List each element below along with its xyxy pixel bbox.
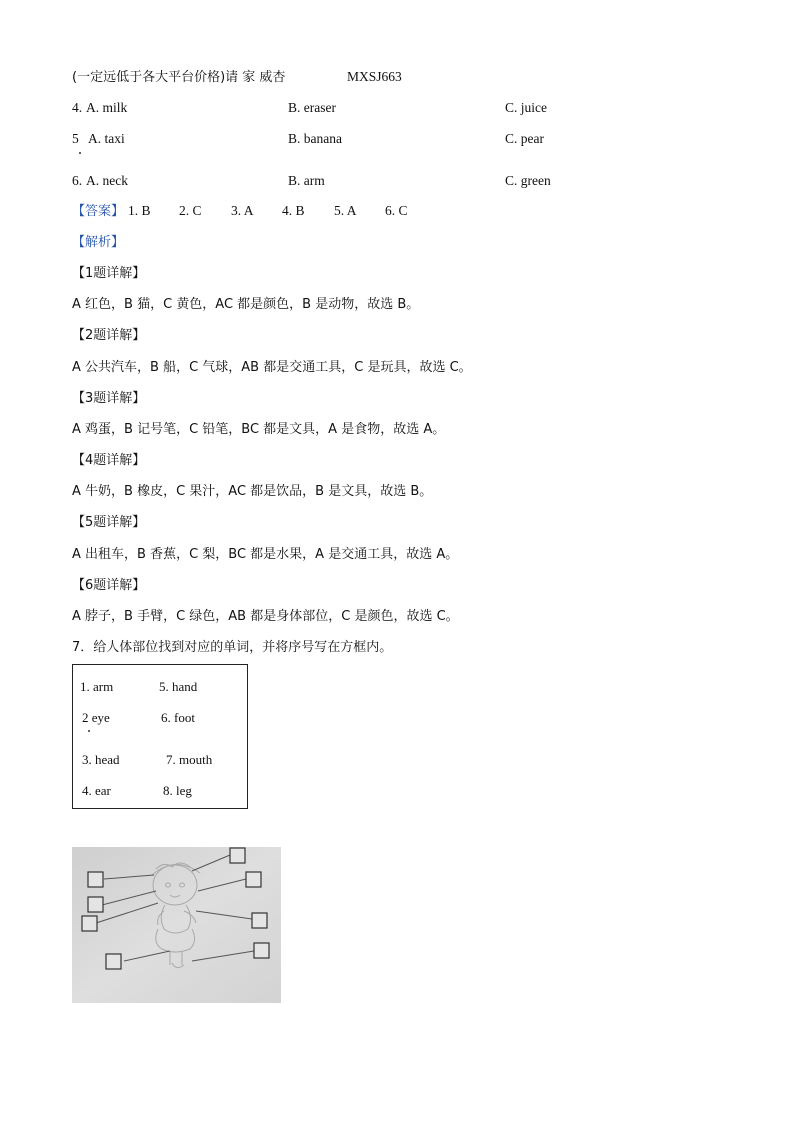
answer-label: 【答案】 xyxy=(72,204,125,219)
scan-speck xyxy=(79,152,81,154)
vocab-word: 5. hand xyxy=(159,679,198,694)
vocab-word: 7. mouth xyxy=(166,752,213,767)
option-c: C. green xyxy=(505,173,551,188)
header-line xyxy=(72,69,402,86)
answer-item: 5. A xyxy=(334,203,357,218)
vocab-word: 6. foot xyxy=(161,710,195,725)
answer-item: 6. C xyxy=(385,203,408,218)
option-c: C. pear xyxy=(505,131,544,146)
analysis-label: 【解析】 xyxy=(72,235,125,250)
body-parts-drawing-photo-icon xyxy=(72,847,281,1003)
scan-speck xyxy=(88,730,90,732)
detail-text: A 鸡蛋，B 记号笔，C 铅笔，BC 都是文具，A 是食物，故选 A。 xyxy=(72,422,446,437)
vocab-word: 8. leg xyxy=(163,783,192,798)
answer-item: 2. C xyxy=(179,203,202,218)
vocab-word: 4. ear xyxy=(82,783,111,798)
detail-text: A 出租车，B 香蕉，C 梨，BC 都是水果，A 是交通工具，故选 A。 xyxy=(72,547,459,562)
detail-heading: 【1题详解】 xyxy=(72,266,146,281)
detail-text: A 牛奶，B 橡皮，C 果汁，AC 都是饮品，B 是文具，故选 B。 xyxy=(72,484,433,499)
answer-item: 1. B xyxy=(128,203,151,218)
detail-heading: 【6题详解】 xyxy=(72,578,146,593)
vocab-word: 2 eye xyxy=(82,710,110,725)
detail-text: A 公共汽车，B 船，C 气球，AB 都是交通工具，C 是玩具，故选 C。 xyxy=(72,360,472,375)
option-b: B. eraser xyxy=(288,100,336,115)
detail-heading: 【5题详解】 xyxy=(72,515,146,530)
header-note: (一定远低于各大平台价格)请 家 威杏 xyxy=(72,70,286,85)
question-7-prompt: 7．给人体部位找到对应的单词，并将序号写在方框内。 xyxy=(72,640,393,655)
detail-heading: 【2题详解】 xyxy=(72,328,146,343)
vocab-word: 3. head xyxy=(82,752,120,767)
option-b: B. arm xyxy=(288,173,325,188)
answer-line xyxy=(72,203,492,220)
detail-text: A 脖子，B 手臂，C 绿色，AB 都是身体部位，C 是颜色，故选 C。 xyxy=(72,609,459,624)
answer-item: 3. A xyxy=(231,203,254,218)
detail-text: A 红色，B 猫，C 黄色，AC 都是颜色，B 是动物，故选 B。 xyxy=(72,297,420,312)
option-a: A. taxi xyxy=(88,131,125,146)
option-c: C. juice xyxy=(505,100,547,115)
question-number: 5 xyxy=(72,131,79,146)
vocab-word: 1. arm xyxy=(80,679,114,694)
vocabulary-box xyxy=(72,664,248,809)
detail-heading: 【4题详解】 xyxy=(72,453,146,468)
option-a: A. milk xyxy=(86,100,128,115)
answer-item: 4. B xyxy=(282,203,305,218)
question-number: 6. xyxy=(72,173,83,188)
detail-heading: 【3题详解】 xyxy=(72,391,146,406)
option-a: A. neck xyxy=(86,173,128,188)
question-number: 4. xyxy=(72,100,83,115)
header-code: MXSJ663 xyxy=(347,69,402,84)
option-b: B. banana xyxy=(288,131,342,146)
